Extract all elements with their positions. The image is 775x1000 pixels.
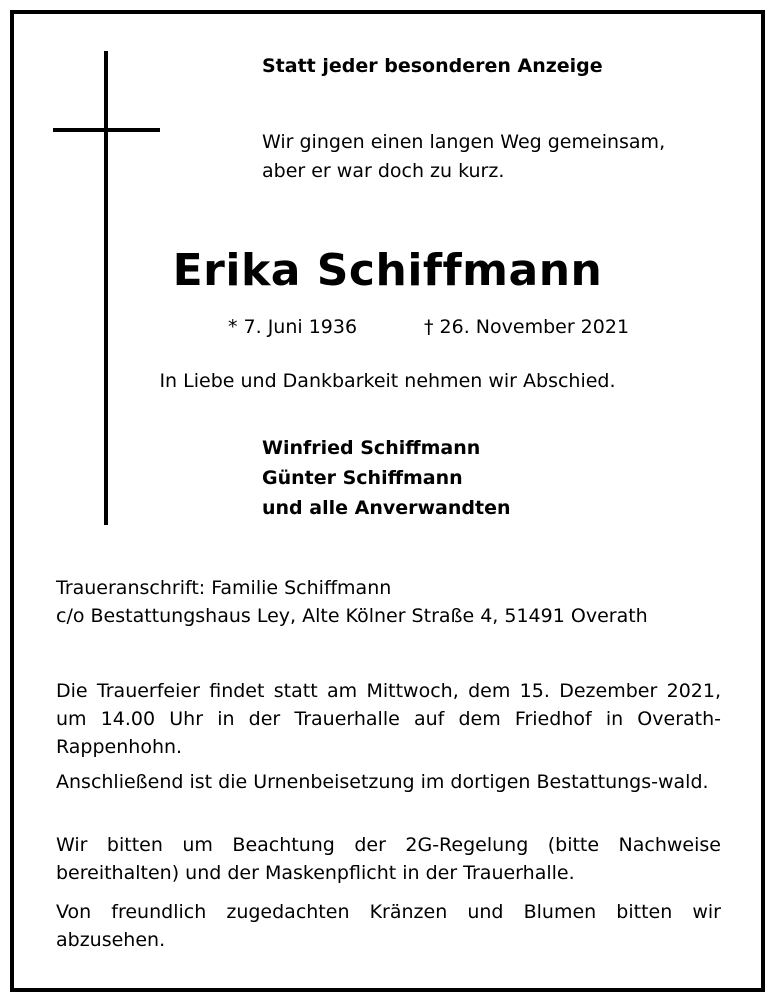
ceremony-paragraph: Die Trauerfeier findet statt am Mittwoch, dem 15. Dezember 2021, um 14.00 Uhr in der Trauerhalle auf dem Friedhof in Overath-Rappenhohn. [56, 680, 721, 758]
wreath-paragraph: Von freundlich zugedachten Kränzen und Blumen bitten wir abzusehen. [56, 901, 721, 951]
address-line: Traueranschrift: Familie Schiffmann [56, 577, 392, 599]
mourner: und alle Anverwandten [262, 497, 511, 519]
birth-date: * 7. Juni 1936 [228, 316, 358, 338]
mourners-list [262, 433, 510, 523]
deceased-name: Erika Schiffmann [172, 245, 603, 296]
cross-icon-crossbar [53, 128, 160, 132]
burial-paragraph: Anschließend ist die Urnenbeisetzung im dortigen Bestattungs-wald. [56, 771, 709, 793]
mourner: Winfried Schiffmann [262, 437, 481, 459]
farewell-line: In Liebe und Dankbarkeit nehmen wir Abschied. [159, 370, 616, 392]
intro-heading: Statt jeder besonderen Anzeige [262, 55, 603, 77]
address-line: c/o Bestattungshaus Ley, Alte Kölner Straße 4, 51491 Overath [56, 605, 648, 627]
mourning-address [56, 574, 721, 630]
verse-line: aber er war doch zu kurz. [262, 160, 505, 182]
mourner: Günter Schiffmann [262, 467, 463, 489]
covid-rules-paragraph: Wir bitten um Beachtung der 2G-Regelung (bitte Nachweise bereithalten) und der Maskenpflicht in der Trauerhalle. [56, 834, 721, 884]
verse [262, 128, 665, 186]
verse-line: Wir gingen einen langen Weg gemeinsam, [262, 131, 666, 153]
death-date: † 26. November 2021 [424, 316, 630, 338]
